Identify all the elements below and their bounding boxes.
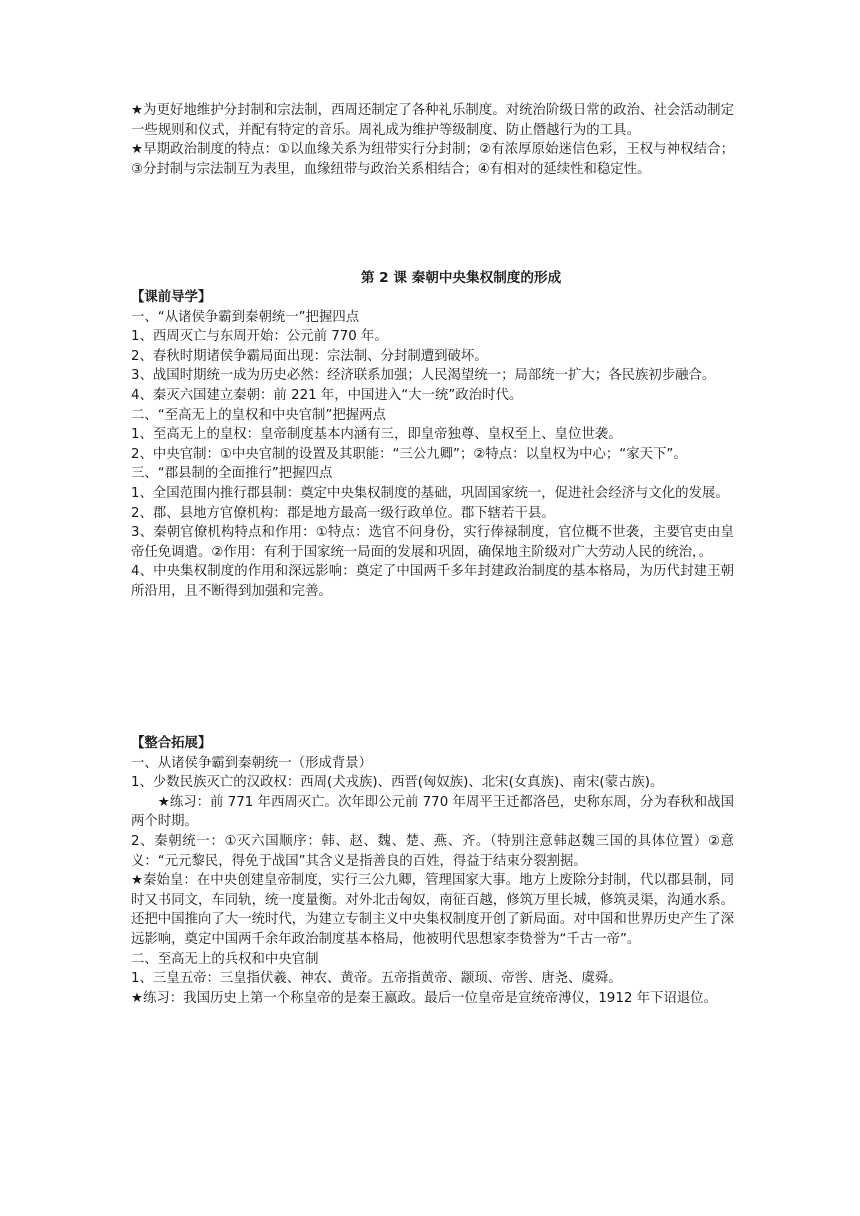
preview-line: 2、郡、县地方官僚机构：郡是地方最高一级行政单位。郡下辖若干县。 <box>131 505 555 521</box>
paragraph-early-features: ★早期政治制度的特点：①以血缘关系为纽带实行分封制；②有浓厚原始迷信色彩，王权与神权结合；③分封制与宗法制互为表里，血缘纽带与政治关系相结合；④有相对的延续性和稳定性。 <box>131 142 734 177</box>
preview-line: 3、秦朝官僚机构特点和作用：①特点：选官不问身份，实行俸禄制度，官位概不世袭，主要官吏由皇帝任免调遣。②作用：有利于国家统一局面的发展和巩固，确保地主阶级对广大劳动人民的统治，。 <box>131 525 734 560</box>
expand-line: ★秦始皇：在中央创建皇帝制度，实行三公九卿，管理国家大事。地方上废除分封制，代以郡县制，同时又书同文，车同轨，统一度量衡。对外北击匈奴，南征百越，修筑万里长城，修筑灵渠，沟通水系。还把中国推向了大一统时代，为建立专制主义中央集权制度开创了新局面。对中国和世界历史产生了深远影响，奠定中国两千余年政治制度基本格局，他被明代思想家李贽誉为“千古一帝”。 <box>131 873 734 947</box>
preview-line: 三、“郡县制的全面推行”把握四点 <box>131 466 333 482</box>
expand-line: 1、三皇五帝：三皇指伏羲、神农、黄帝。五帝指黄帝、颛顼、帝喾、唐尧、虞舜。 <box>131 971 622 987</box>
section-ritual-system <box>131 101 734 179</box>
lesson-title: 第 2 课 秦朝中央集权制度的形成 <box>360 270 562 286</box>
expand-line: ★练习：我国历史上第一个称皇帝的是秦王嬴政。最后一位皇帝是宣统帝溥仪，1912 年下诏退位。 <box>131 990 717 1006</box>
expand-line: ★练习：前 771 年西周灭亡。次年即公元前 770 年周平王迁都洛邑，史称东周，分为春秋和战国两个时期。 <box>131 794 734 830</box>
preview-line: 1、至高无上的皇权：皇帝制度基本内涵有三，即皇帝独尊、皇权至上、皇位世袭。 <box>131 427 622 443</box>
expand-line: 2、秦朝统一：①灭六国顺序：韩、赵、魏、楚、燕、齐。（特别注意韩赵魏三国的具体位置）②意义：“元元黎民，得免于战国”其含义是指善良的百姓，得益于结束分裂割据。 <box>131 833 734 869</box>
expand-line: 二、至高无上的兵权和中央官制 <box>131 951 319 967</box>
preview-line: 4、中央集权制度的作用和深远影响：奠定了中国两千多年封建政治制度的基本格局，为历代封建王朝所沿用，且不断得到加强和完善。 <box>131 564 734 599</box>
expand-line: 1、少数民族灭亡的汉政权：西周(犬戎族)、西晋(匈奴族)、北宋(女真族)、南宋(蒙古族)。 <box>131 775 664 791</box>
paragraph-ritual: ★为更好地维护分封制和宗法制，西周还制定了各种礼乐制度。对统治阶级日常的政治、社会活动制定一些规则和仪式，并配有特定的音乐。周礼成为维护等级制度、防止僭越行为的工具。 <box>131 103 734 138</box>
preview-line: 一、“从诸侯争霸到秦朝统一”把握四点 <box>131 309 360 325</box>
preview-line: 2、中央官制：①中央官制的设置及其职能：“三公九卿”；②特点：以皇权为中心；“家天下”。 <box>131 446 687 462</box>
section-expand <box>131 734 734 1008</box>
section-preview <box>131 288 734 602</box>
expand-header: 【整合拓展】 <box>131 736 212 751</box>
preview-line: 3、战国时期统一成为历史必然：经济联系加强；人民渴望统一；局部统一扩大；各民族初步融合。 <box>131 368 716 384</box>
expand-line: 一、从诸侯争霸到秦朝统一（形成背景） <box>131 755 373 771</box>
preview-line: 4、秦灭六国建立秦朝：前 221 年，中国进入“大一统”政治时代。 <box>131 387 523 403</box>
preview-line: 1、全国范围内推行郡县制：奠定中央集权制度的基础，巩固国家统一，促进社会经济与文化的发展。 <box>131 485 729 501</box>
preview-header: 【课前导学】 <box>131 290 212 305</box>
preview-line: 二、“至高无上的皇权和中央官制”把握两点 <box>131 407 386 423</box>
preview-line: 2、春秋时期诸侯争霸局面出现：宗法制、分封制遭到破坏。 <box>131 348 488 364</box>
preview-line: 1、西周灭亡与东周开始：公元前 770 年。 <box>131 329 388 345</box>
